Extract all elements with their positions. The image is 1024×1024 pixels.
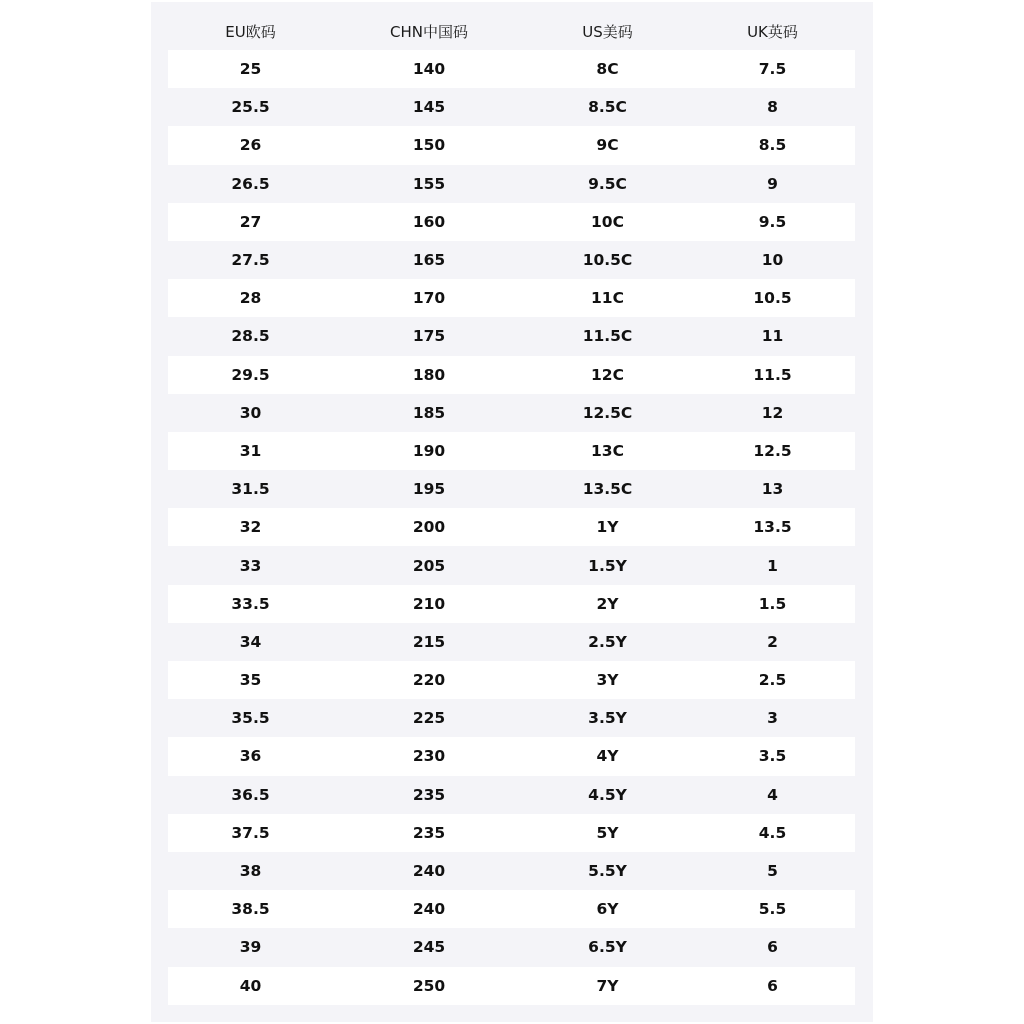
table-row [168,394,855,432]
uk-size-cell: 5.5 [690,890,855,928]
table-row [168,661,855,699]
us-size-cell: 10.5C [525,241,690,279]
chn-size-cell: 225 [333,699,525,737]
eu-size-cell: 25.5 [168,88,333,126]
us-size-cell: 11.5C [525,317,690,355]
eu-size-cell: 35.5 [168,699,333,737]
uk-size-cell: 5 [690,852,855,890]
uk-size-cell: 3.5 [690,737,855,775]
table-row [168,928,855,966]
uk-size-cell: 13.5 [690,508,855,546]
table-row [168,814,855,852]
us-size-cell: 6Y [525,890,690,928]
table-row [168,585,855,623]
table-row [168,279,855,317]
chn-size-cell: 170 [333,279,525,317]
chn-size-cell: 240 [333,852,525,890]
chn-size-cell: 175 [333,317,525,355]
eu-size-cell: 38.5 [168,890,333,928]
uk-size-cell: 4 [690,776,855,814]
uk-size-cell: 9.5 [690,203,855,241]
eu-size-cell: 37.5 [168,814,333,852]
eu-size-cell: 39 [168,928,333,966]
chn-size-cell: 200 [333,508,525,546]
chn-size-cell: 180 [333,356,525,394]
eu-size-cell: 40 [168,967,333,1005]
header-eu: EU欧码 [225,23,276,41]
table-row [168,699,855,737]
uk-size-cell: 8 [690,88,855,126]
eu-size-cell: 38 [168,852,333,890]
uk-size-cell: 12.5 [690,432,855,470]
uk-size-cell: 2 [690,623,855,661]
table-row [168,317,855,355]
us-size-cell: 1Y [525,508,690,546]
eu-size-cell: 26.5 [168,165,333,203]
table-row [168,470,855,508]
eu-size-cell: 31.5 [168,470,333,508]
eu-size-cell: 28 [168,279,333,317]
header-chn: CHN中国码 [390,23,468,41]
us-size-cell: 6.5Y [525,928,690,966]
us-size-cell: 9.5C [525,165,690,203]
uk-size-cell: 11 [690,317,855,355]
table-row [168,241,855,279]
eu-size-cell: 29.5 [168,356,333,394]
size-rows [168,50,855,1005]
us-size-cell: 13.5C [525,470,690,508]
table-row [168,203,855,241]
us-size-cell: 4Y [525,737,690,775]
eu-size-cell: 36 [168,737,333,775]
uk-size-cell: 8.5 [690,126,855,164]
table-row [168,890,855,928]
us-size-cell: 12.5C [525,394,690,432]
chn-size-cell: 240 [333,890,525,928]
uk-size-cell: 11.5 [690,356,855,394]
uk-size-cell: 3 [690,699,855,737]
chn-size-cell: 230 [333,737,525,775]
eu-size-cell: 28.5 [168,317,333,355]
uk-size-cell: 1 [690,546,855,584]
us-size-cell: 5Y [525,814,690,852]
us-size-cell: 2.5Y [525,623,690,661]
chn-size-cell: 210 [333,585,525,623]
table-row [168,967,855,1005]
uk-size-cell: 6 [690,967,855,1005]
eu-size-cell: 31 [168,432,333,470]
uk-size-cell: 4.5 [690,814,855,852]
header-us: US美码 [582,23,633,41]
table-row [168,623,855,661]
chn-size-cell: 140 [333,50,525,88]
uk-size-cell: 12 [690,394,855,432]
us-size-cell: 13C [525,432,690,470]
eu-size-cell: 34 [168,623,333,661]
chn-size-cell: 215 [333,623,525,661]
size-chart-table [168,13,855,1005]
uk-size-cell: 10.5 [690,279,855,317]
uk-size-cell: 9 [690,165,855,203]
us-size-cell: 11C [525,279,690,317]
size-chart-panel [151,2,873,1022]
uk-size-cell: 2.5 [690,661,855,699]
eu-size-cell: 30 [168,394,333,432]
us-size-cell: 3Y [525,661,690,699]
chn-size-cell: 155 [333,165,525,203]
table-row [168,776,855,814]
table-row [168,546,855,584]
us-size-cell: 4.5Y [525,776,690,814]
us-size-cell: 5.5Y [525,852,690,890]
table-row [168,50,855,88]
header-uk: UK英码 [747,23,798,41]
table-row [168,508,855,546]
us-size-cell: 8.5C [525,88,690,126]
uk-size-cell: 13 [690,470,855,508]
table-row [168,432,855,470]
chn-size-cell: 160 [333,203,525,241]
header-row [168,13,855,50]
eu-size-cell: 35 [168,661,333,699]
table-row [168,356,855,394]
eu-size-cell: 26 [168,126,333,164]
us-size-cell: 12C [525,356,690,394]
table-row [168,165,855,203]
uk-size-cell: 1.5 [690,585,855,623]
eu-size-cell: 33 [168,546,333,584]
uk-size-cell: 6 [690,928,855,966]
us-size-cell: 8C [525,50,690,88]
eu-size-cell: 33.5 [168,585,333,623]
eu-size-cell: 25 [168,50,333,88]
chn-size-cell: 145 [333,88,525,126]
us-size-cell: 7Y [525,967,690,1005]
eu-size-cell: 36.5 [168,776,333,814]
chn-size-cell: 245 [333,928,525,966]
eu-size-cell: 27 [168,203,333,241]
table-row [168,126,855,164]
chn-size-cell: 250 [333,967,525,1005]
uk-size-cell: 7.5 [690,50,855,88]
chn-size-cell: 205 [333,546,525,584]
us-size-cell: 3.5Y [525,699,690,737]
table-row [168,852,855,890]
eu-size-cell: 27.5 [168,241,333,279]
chn-size-cell: 150 [333,126,525,164]
us-size-cell: 1.5Y [525,546,690,584]
chn-size-cell: 185 [333,394,525,432]
chn-size-cell: 190 [333,432,525,470]
table-row [168,88,855,126]
chn-size-cell: 195 [333,470,525,508]
eu-size-cell: 32 [168,508,333,546]
chn-size-cell: 220 [333,661,525,699]
us-size-cell: 10C [525,203,690,241]
chn-size-cell: 235 [333,776,525,814]
us-size-cell: 2Y [525,585,690,623]
table-row [168,737,855,775]
us-size-cell: 9C [525,126,690,164]
uk-size-cell: 10 [690,241,855,279]
chn-size-cell: 165 [333,241,525,279]
chn-size-cell: 235 [333,814,525,852]
